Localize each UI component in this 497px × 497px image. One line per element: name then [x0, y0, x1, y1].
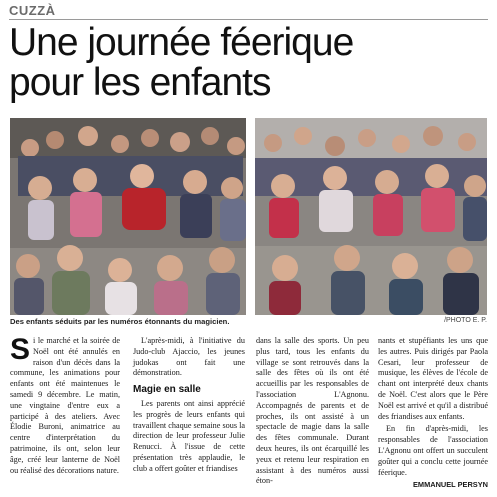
article-column-1 [10, 333, 120, 478]
photo-right-illustration [255, 118, 487, 315]
article-paragraph: Les parents ont ainsi apprécié les progrès de leurs enfants qui travaillent chaque semaine sous la direction de leur professeur Julie Renucci. À l'issue de cette présentation très applaudie, le club a offert goûter et friandises [133, 398, 245, 473]
photo-caption: Des enfants séduits par les numéros étonnants du magicien. [10, 317, 230, 326]
headline-line-2: pour les enfants [9, 61, 271, 104]
article-paragraph: dans la salle des sports. Un peu plus tard, tous les enfants du village se sont retrouvés dans la salle des fêtes où ils ont été accueillis par les responsables de l'association L'Agnonu. Accompagnés de parents et de proches, ils ont assisté à un spectacle de magie dans la salle des fêtes communale. Durant deux heures, ils ont écarquillé les yeux et retenu leur respiration en assistant à des numéros aussi éton- [256, 336, 369, 486]
photo-left-illustration [10, 118, 246, 315]
children-audience-photo [255, 118, 487, 315]
drop-cap: S [10, 333, 31, 366]
article-paragraph: nants et stupéfiants les uns que les autres. Puis dirigés par Paola Cesari, leur professeur de musique, les élèves de l'école de chant ont interprété deux chants de Noël. C'est alors que le Père Noël est arrivé et qu'il a distribué des friandises aux enfants. [378, 336, 488, 421]
article-subhead: Magie en salle [133, 384, 201, 396]
headline [9, 23, 489, 103]
children-watching-magician-photo [10, 118, 246, 315]
author-signature: EMMANUEL PERSYN [412, 480, 488, 490]
section-label: CUZZÀ [9, 3, 56, 18]
article-column-4 [378, 336, 488, 491]
headline-line-1: Une journée féerique [9, 21, 354, 64]
article-paragraph: i le marché et la soirée de Noël ont été annulés en raison d'un décès dans la commune, les animations pour enfants ont été maintenues le samedi 9 décembre. Le matin, une vingtaine d'entre eux a participé à des ateliers. Avec Élodie Buroni, animatrice au centre d'interprétation du patrimoine, ils ont, selon leur âge, créé leur lanterne de Noël ou réalisé des décorations nature. [10, 336, 120, 475]
photo-credit: /PHOTO E. P. [444, 317, 487, 324]
section-divider [9, 19, 488, 20]
article-paragraph: L'après-midi, à l'initiative du Judo-club Ajaccio, les jeunes judokas ont fait une démonstration. [133, 336, 245, 378]
article-column-2 [133, 336, 245, 477]
article-paragraph: En fin d'après-midi, les responsables de l'association L'Agnonu ont offert un succulent goûter qui a conclu cette journée féerique. [378, 424, 488, 477]
article-column-3 [256, 336, 369, 489]
